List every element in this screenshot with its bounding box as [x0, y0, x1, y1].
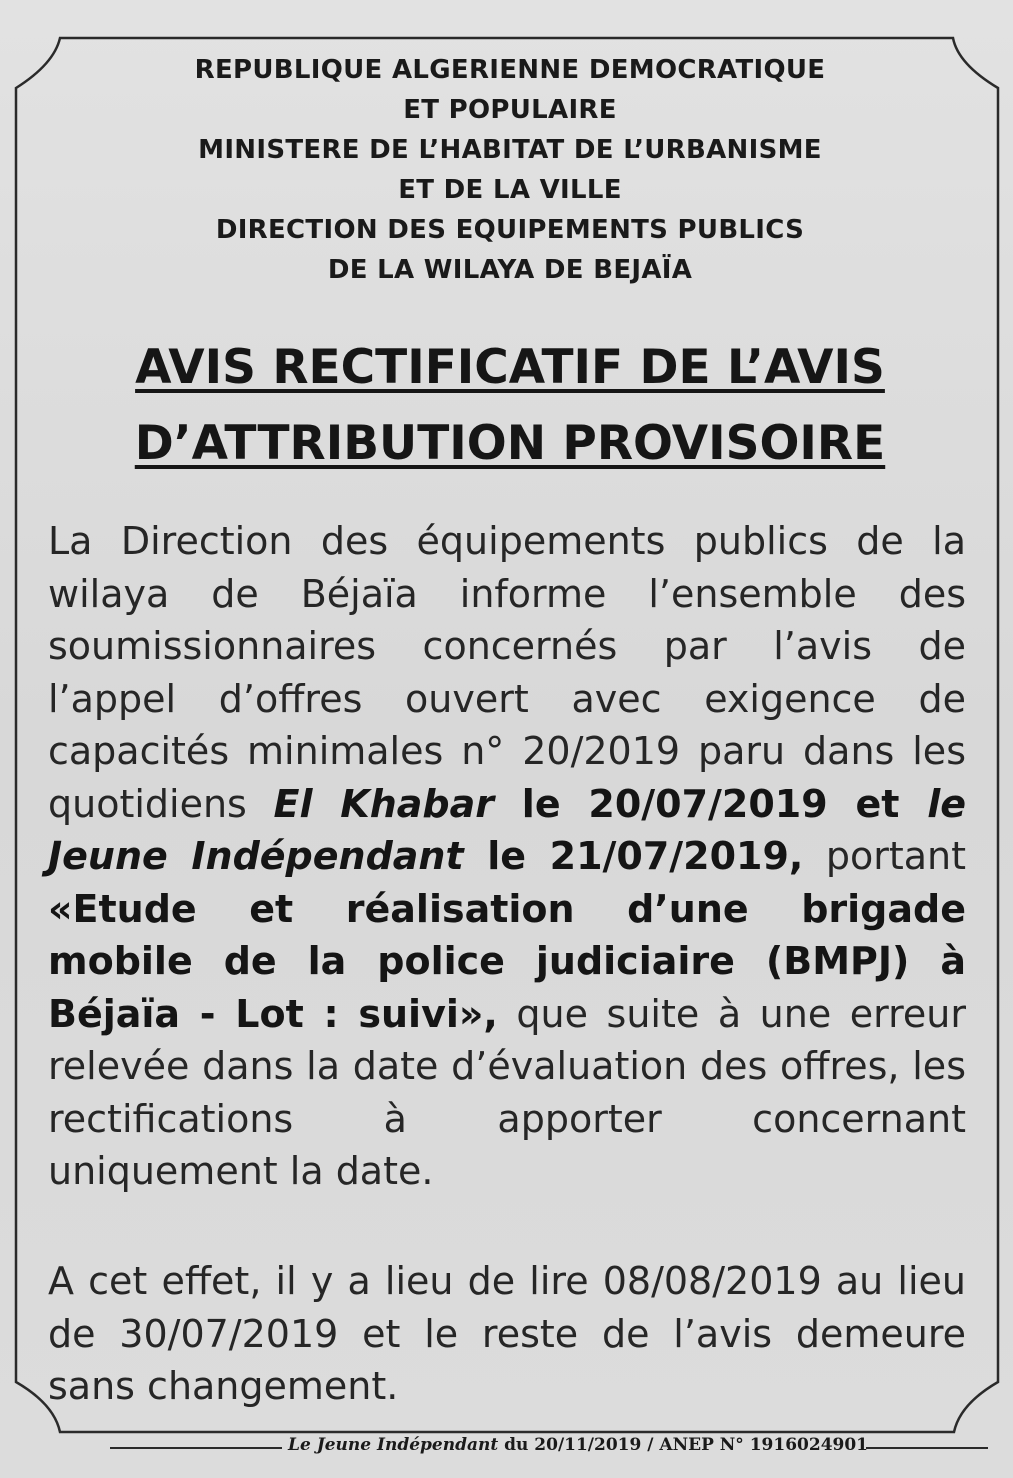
notice-title — [40, 330, 980, 482]
header-line-populaire: ET POPULAIRE — [403, 95, 617, 125]
header-line-wilaya: DE LA WILAYA DE BEJAÏA — [327, 255, 693, 285]
notice-paragraph-1 — [48, 515, 966, 1198]
footer-date-anep: du 20/11/2019 / ANEP N° 1916024901 — [498, 1435, 869, 1455]
header-line-ville: ET DE LA VILLE — [398, 175, 622, 205]
newspaper-name-jeune-independant: le Jeune Indépendant — [48, 781, 966, 878]
date-jeune-independant: le 21/07/2019, — [463, 834, 804, 878]
header-line-direction: DIRECTION DES EQUIPEMENTS PUBLICS — [215, 215, 805, 245]
issuer-header — [60, 50, 960, 290]
header-line-republic: REPUBLIQUE ALGERIENNE DEMOCRATIQUE — [194, 55, 826, 85]
title-line-2: D’ATTRIBUTION PROVISOIRE — [134, 416, 886, 471]
footer-newspaper: Le Jeune Indépendant — [288, 1435, 499, 1455]
paragraph-rest: que suite à une erreur relevée dans la date d’évaluation des offres, les rectifications à apporter concernant uniquement la date. — [48, 991, 966, 1193]
project-title: «Etude et réalisation d’une brigade mobile de la police judiciaire (BMPJ) à Béjaïa - Lot : suivi», — [48, 886, 966, 1036]
notice-paragraph-2: A cet effet, il y a lieu de lire 08/08/2019 au lieu de 30/07/2019 et le reste de l’avis demeure sans changement. — [48, 1259, 966, 1408]
paragraph-intro: La Direction des équipements publics de la wilaya de Béjaïa informe l’ensemble des soumissionnaires concernés par l’avis de l’appel d’offres ouvert avec exigence de capacités minimales n° 20/2019 paru dans les quotidiens — [48, 519, 966, 826]
paragraph-portant: portant — [803, 834, 966, 878]
footer-credit — [288, 1432, 868, 1458]
title-line-1: AVIS RECTIFICATIF DE L’AVIS — [135, 340, 885, 395]
date-el-khabar: le 20/07/2019 et — [494, 781, 928, 826]
publication-footer — [0, 1432, 1013, 1462]
header-line-ministry: MINISTERE DE L’HABITAT DE L’URBANISME — [198, 135, 822, 165]
newspaper-name-el-khabar: El Khabar — [273, 781, 494, 826]
